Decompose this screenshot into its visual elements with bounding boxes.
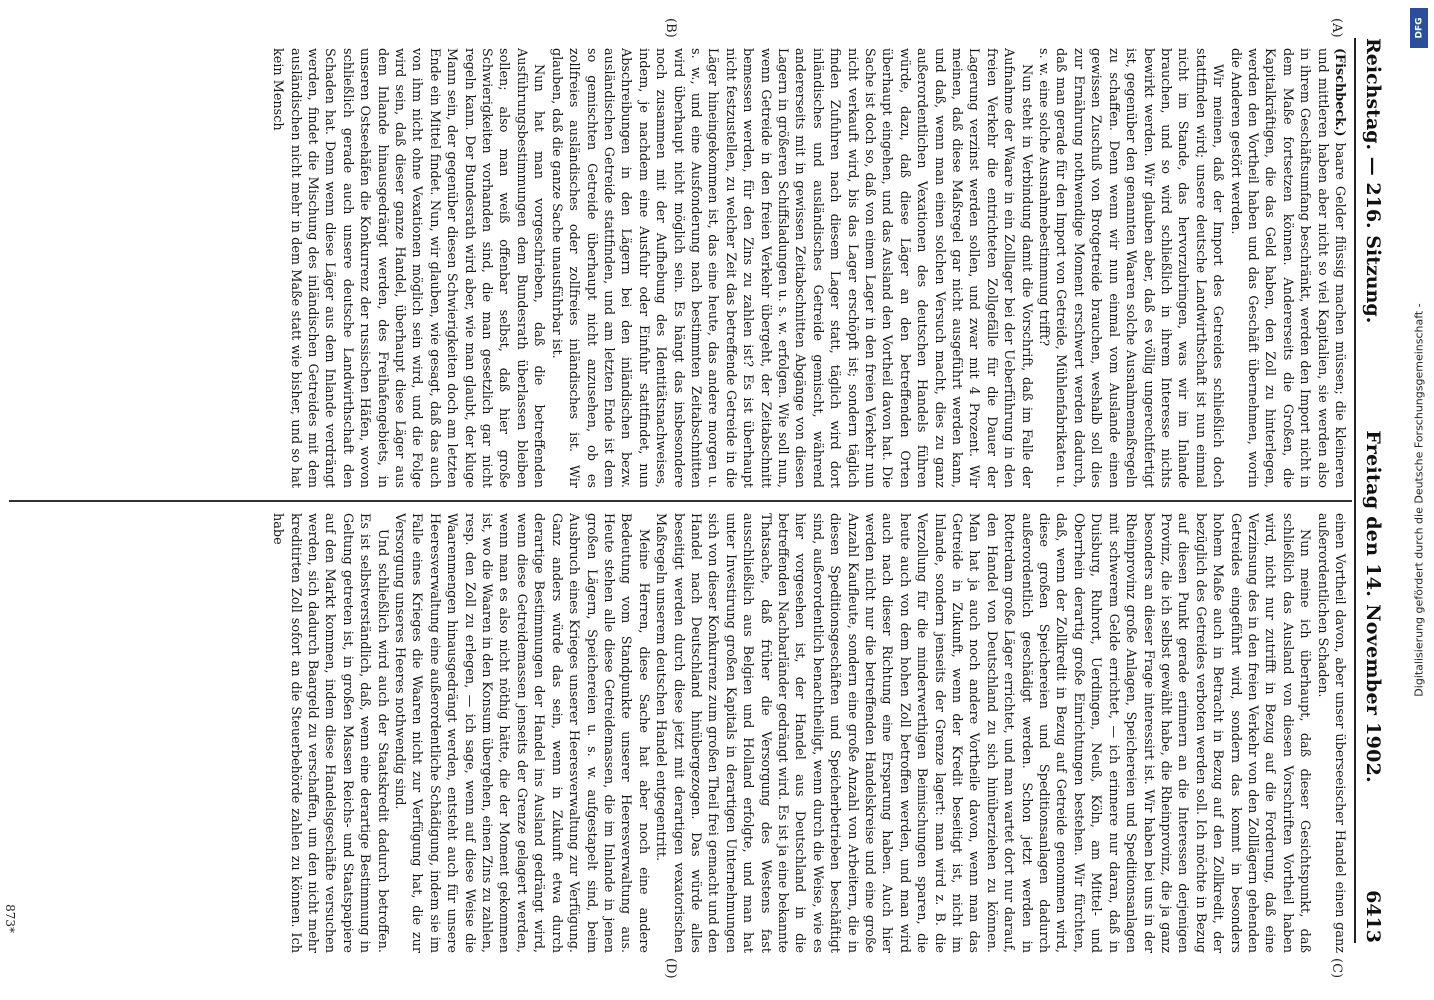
header-date: Freitag den 14. November 1902. (1362, 430, 1384, 784)
dfg-logo-text: DFG (1414, 17, 1425, 39)
header-left: Reichstag. — 216. Sitzung. (1362, 38, 1384, 324)
paragraph: Und schließlich wird auch der Staatskredit dadurch betroffen. Es ist selbstverständlich, daß, wenn eine derartige Bestimmung in Geltung getreten ist, in großen Massen Reichs- und Staatspapiere auf den Markt kommen, indem diese Handelsgeschäfte versuchen werden, sich dadurch Baargeld zu verschaffen, um den nicht mehr kreditirten Zoll sofort an die Steuerbehörde zahlen zu können. Ich habe (270, 513, 390, 953)
margin-marker-d: (D) (663, 958, 678, 979)
rotated-page (3, 8, 1398, 983)
page-footnote: 873* (3, 904, 17, 933)
page-number: 6413 (1362, 890, 1384, 943)
page-header (1354, 38, 1390, 943)
paragraph: Nun meine ich überhaupt, daß dieser Gesichtspunkt, daß schließlich das Ausland von diesen Vorschriften Vortheil haben wird, nicht nur zutrifft in Bezug auf die Forderung, daß eine Verzinsung des in den freien Verkehr von den Zolllägern gehenden Getreides eingeführt wird, sondern das kommt in besonders hohem Maße auch in Betracht in Bezug auf den Zollkredit, der bezüglich des Getreides verboten werden soll. Ich möchte in Bezug auf diesen Punkt gerade erinnern an die Interessen derjenigen Provinz, die ich selbst gewählt habe, die Rheinprovinz, die ja ganz besonders an dieser Frage interessirt ist. Wir haben bei uns in der Rheinprovinz große Anlagen, Speichereien und Speditionsanlagen mit schwerem Gelde errichtet, — ich erinnere nur daran, daß in Duisburg, Ruhrort, Uerdingen, Neuß, Köln, am Mittel- und Oberrhein derartig große Einrichtungen bestehen. Wir fürchten, daß, wenn der Zollkredit in Bezug auf Getreide genommen wird, diese großen Speichereien und Speditionsanlagen dadurch außerordentlich geschädigt werden. Schon jetzt werden in Rotterdam große Läger errichtet, und man wartet dort nur darauf, den Handel von Deutschland zu sich hinüberziehen zu können. Man hat ja auch noch andere Vortheile davon, wenn man das Getreide in Zukunft, wenn der Kredit beseitigt ist, nicht im Inlande, sondern jenseits der Grenze lagert: man wird z. B. die Verzollung für die minderwerthigen Beimischungen sparen, die heute auch von dem hohen Zoll betroffen werden, und man wird auch nach dieser Richtung eine Ersparung haben. Auch hier werden nicht nur die betreffenden Handelskreise und eine große Anzahl Kaufleute, sondern eine große Anzahl von Arbeitern, die in diesen Speditionsgeschäften und Speicherbetrieben beschäftigt sind, außerordentlich benachtheiligt, wenn durch die Weise, wie es hier vorgesehen ist, der Handel aus Deutschland in die betreffenden Nachbarländer gedrängt wird. Es ist ja eine bekannte Thatsache, daß früher die Versorgung des Westens fast ausschließlich aus Belgien und Holland erfolgte, und man hat unter Investirung großen Kapitals in derartigen Unternehmungen sich von dieser Konkurrenz zum großen Theil frei gemacht und den Handel nach Deutschland hinübergezogen. Das würde alles beseitigt werden durch diese jetzt mit derartigen vexatorischen Maßregeln unserem deutschen Handel entgegentritt. (653, 513, 1313, 953)
paragraph: Nun hat man vorgeschrieben, daß die betreffenden Ausführungsbestimmungen dem Bundesrath überlassen bleiben sollen; also man weiß offenbar selbst, daß hier große Schwierigkeiten vorhanden sind, die man gesetzlich gar nicht regeln kann. Der Bundesrath wird aber, wie man glaubt, der kluge Mann sein, der gegenüber diesen Schwierigkeiten doch am letzten Ende ein Mittel findet. Nun, wir glauben, wie gesagt, daß das auch von ihm nicht ohne Vexationen möglich sein wird, und die Folge wird sein, daß dieser ganze Handel, überhaupt diese Läger aus dem Inlande hinausgedrängt werden, des Freihafengebiets, in unseren Ostseehäfen die Konkurrenz der russischen Häfen, wovon schließlich gerade auch unsere deutsche Landwirthschaft den Schaden hat. Denn wenn diese Läger aus dem Inlande verdrängt werden, findet die Mischung des inländischen Getreides mit dem ausländischen nicht mehr in dem Maße statt wie bisher, und so hat kein Mensch (270, 48, 547, 488)
column-divider (9, 500, 1352, 502)
paragraph-text: baare Gelder flüssig machen müssen; die kleineren und mittleren haben aber nicht so viel Kapitalien, sie werden also in ihrem Geschäftsumfang beschränkt, werden den Import nicht in dem Maße fortsetzen können. Andererseits die Großen, die Kapitalkräftigen, die das Geld haben, den Zoll zu hinterlegen, werden den Vortheil haben und das Geschäft übernehmen, worin die Anderen gestört werden. (1227, 48, 1347, 488)
paragraph (1226, 48, 1348, 488)
left-column (11, 48, 1348, 488)
digitization-credit (1408, 6, 1430, 994)
credit-text: Digitalisierung gefördert durch die Deutsche Forschungsgemeinschaft - (1412, 303, 1426, 697)
margin-marker-b: (B) (663, 18, 678, 38)
paragraph: Meine Herren, diese Sache hat aber noch eine andere Bedeutung vom Standpunkte unserer Heeresverwaltung aus. Heute stehen alle diese Getreidemassen, die im Inlande in jenen großen Lägern, Speichereien u. s. w. aufgestapelt sind, beim Ausbruch eines Krieges unserer Heeresverwaltung zur Verfügung. Ganz anders würde das sein, wenn in Zukunft etwa durch derartige Bestimmungen der Handel ins Ausland gedrängt wird, wenn diese Getreidemassen jenseits der Grenze gelagert werden, wenn man es also nicht nöthig hätte, die der Moment gekommen ist, wo die Waaren in den Konsum übergehen, einen Zins zu zahlen, resp. den Zoll zu erlegen, — ich sage, wenn auf diese Weise die Waarenmengen hinausgedrängt werden, entsteht auch für unsere Heeresverwaltung eine außerordentliche Schädigung, indem sie im Falle eines Krieges die Waaren nicht zur Verfügung hat, die zur Versorgung unseres Heeres nothwendig sind. (392, 513, 651, 953)
right-column (11, 513, 1348, 953)
paragraph: Wir meinen, daß der Import des Getreides schließlich doch stattfinden wird; unsere deutsche Landwirthschaft ist nun einmal nicht im Stande, das hervorzubringen, was wir im Inlande brauchen, und so wird schließlich in ihrem Interesse nichts bewirkt werden. Wir glauben aber, daß es völlig ungerechtfertigt ist, gegenüber den genannten Waaren solche Ausnahmemaßregeln zu schaffen. Denn wenn wir nun einmal vom Auslande einen gewissen Zuschuß von Brotgetreide brauchen, weshalb soll dies zur Ernährung nothwendige Moment erschwert werden dadurch, daß man gerade für den Import von Getreide, Mühlenfabrikaten u. s. w. eine solche Ausnahmebestimmung trifft? (1036, 48, 1226, 488)
paragraph: einen Vortheil davon, aber unser überseeischer Handel einen ganz außerordentlichen Schaden. (1314, 513, 1347, 953)
margin-marker-c: (C) (1329, 958, 1344, 979)
paragraph: Nun steht in Verbindung damit die Vorschrift, daß im Falle der Aufnahme der Waare in ein Zolllager bei der Ueberführung in den freien Verkehr die entrichteten Zollgefälle für die Dauer der Lagerung verzinst werden sollen, und zwar mit 4 Prozent. Wir meinen, daß diese Maßregel gar nicht ausgeführt werden kann, und daß, wenn man einen solchen Versuch macht, dies zu ganz außerordentlichen Vexationen des deutschen Handels führen würde, dazu, daß diese Läger an den betreffenden Orten überhaupt eingehen, und das Ausland den Vortheil davon hat. Die Sache ist doch so, daß von einem Lager in den freien Verkehr nun nicht verkauft wird, bis das Lager erschöpft ist; sondern täglich finden Zufuhren nach diesem Lager statt, täglich wird dort inländisches und ausländisches Getreide gemischt, während andererseits mit in gewissen Zeitabschnitten Abgänge von diesen Lagern in größeren Schiffsladungen u. s. w. erfolgen. Wie soll nun, wenn Getreide in den freien Verkehr übergeht, der Zeitabschnitt bemessen werden, für den Zins zu zahlen ist? Es ist überhaupt nicht festzustellen, zu welcher Zeit das betreffende Getreide in die Läger hineingekommen ist, das eine heute, das andere morgen u. s. w., und eine Ausfonderung nach bestimmten Zeitabschnitten wird überhaupt nicht möglich sein. Es hängt das insbesondere noch zusammen mit der Aufhebung des Identitätsnachweises, indem, je nachdem eine Ausfuhr oder Einfuhr stattfindet, nun Abschreibungen in den Lägern bei den inländischen bezw. ausländischen Getreide stattfinden, und am letzten Ende ist dem so gemischten Getreide überhaupt nicht anzusehen, ob es zollfreies ausländisches oder zollfreies inländisches ist. Wir glauben, daß die ganze Sache unausführbar ist. (548, 48, 1034, 488)
speaker-name: (Fischbeck.) (1332, 48, 1347, 137)
dfg-logo (1410, 8, 1428, 48)
margin-marker-a: (A) (1329, 18, 1344, 38)
